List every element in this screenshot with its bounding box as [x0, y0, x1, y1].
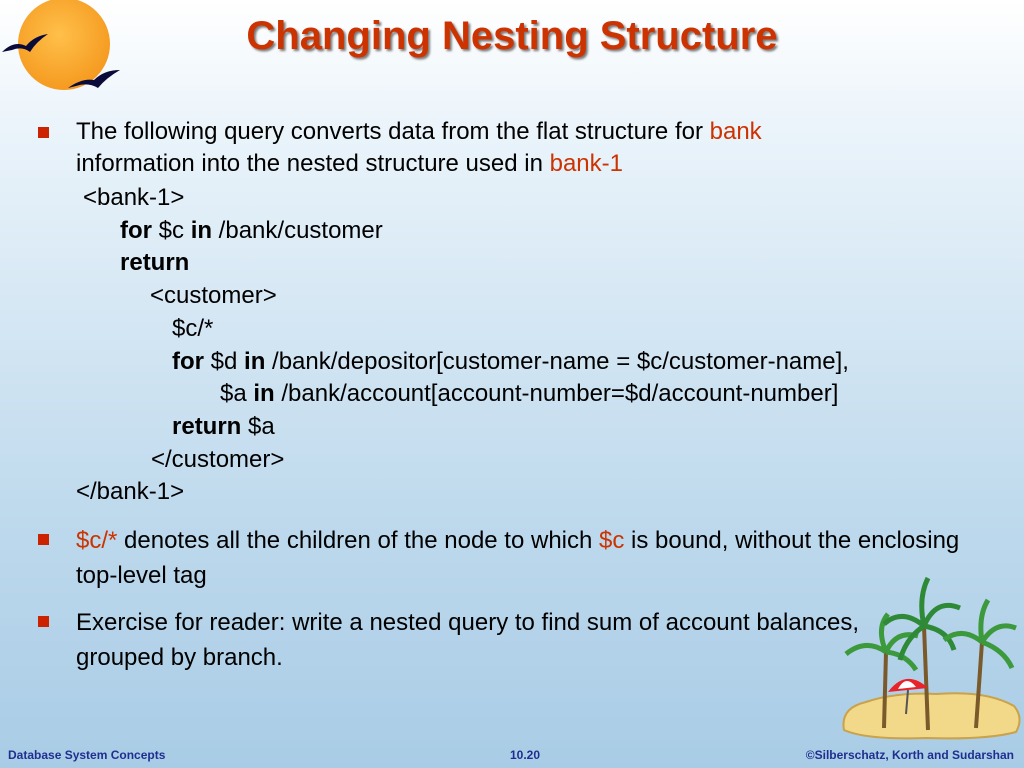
code-line-8	[76, 411, 998, 444]
keyword-for: for	[172, 347, 204, 375]
bullet-1-text-part2: information into the nested structure used in	[76, 150, 550, 177]
bullet-1-text	[76, 116, 998, 180]
code-line-1	[76, 182, 998, 215]
code-line-7	[76, 378, 998, 411]
query-code-block	[76, 182, 998, 509]
bullet-square-icon	[38, 534, 49, 545]
code-line-5	[76, 313, 998, 346]
bullet-square-icon	[38, 616, 49, 627]
footer-course: Database System Concepts	[8, 748, 166, 762]
code-line-6	[76, 346, 998, 379]
code-line-3	[76, 247, 998, 280]
code-path-account: /bank/account[account-number=$d/account-number]	[274, 380, 839, 408]
keyword-return: return	[172, 412, 242, 440]
footer-page-number: 10.20	[510, 748, 541, 762]
footer-copyright: ©Silberschatz, Korth and Sudarshan	[805, 748, 1014, 762]
keyword-in: in	[253, 380, 275, 408]
slide-title: Changing Nesting Structure	[246, 14, 778, 58]
code-var-d: $d	[204, 347, 245, 375]
code-line-2	[76, 215, 998, 248]
code-line-9	[76, 444, 998, 477]
code-line-10	[76, 476, 998, 509]
code-open-customer: <customer>	[150, 282, 277, 310]
code-line-4	[76, 280, 998, 313]
code-path-depositor: /bank/depositor[customer-name = $c/customer-name],	[265, 347, 849, 375]
code-path-customer: /bank/customer	[212, 216, 383, 244]
code-close-bank1: </bank-1>	[76, 478, 185, 506]
var-ref: $c	[599, 527, 625, 555]
children-ref: $c/*	[76, 527, 118, 555]
bullet-2-text-2: is bound, without the enclosing top-level tag	[76, 527, 960, 590]
bullet-1-text-part1: The following query converts data from the flat structure for	[76, 118, 710, 145]
keyword-return: return	[120, 249, 190, 277]
bullet-1	[38, 116, 998, 509]
code-children: $c/*	[172, 314, 214, 342]
bullet-3-text: Exercise for reader: write a nested query to find sum of account balances, grouped by branch.	[76, 609, 860, 672]
keyword-in: in	[244, 347, 266, 375]
keyword-for: for	[120, 216, 152, 244]
bullet-square-icon	[38, 127, 49, 138]
palm-island-icon	[836, 568, 1024, 743]
keyword-in: in	[190, 216, 213, 244]
code-return-a: $a	[241, 412, 275, 440]
code-open-bank1: <bank-1>	[83, 184, 185, 211]
code-var-a: $a	[220, 380, 254, 408]
code-close-customer: </customer>	[151, 445, 285, 473]
bullet-2-text-1: denotes all the children of the node to which	[117, 527, 600, 555]
code-var-c: $c	[152, 216, 191, 244]
bank1-term: bank-1	[549, 150, 623, 177]
bank-term: bank	[709, 118, 762, 145]
